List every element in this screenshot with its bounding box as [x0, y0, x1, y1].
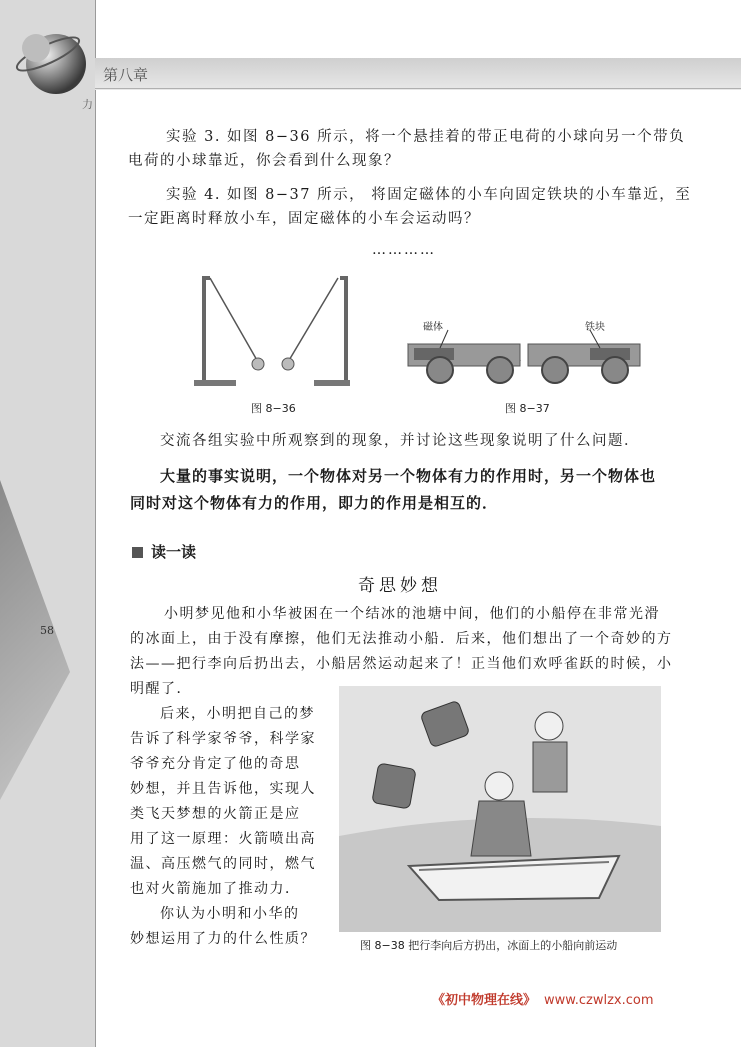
footer-url[interactable]: www.czwlzx.com: [544, 993, 654, 1008]
para2-line: 也对火箭施加了推动力．: [130, 881, 301, 897]
para3-line: 妙想运用了力的什么性质？: [130, 931, 316, 947]
square-bullet-icon: [132, 547, 143, 558]
discussion-text: 交流各组实验中所观察到的现象，并讨论这些现象说明了什么问题．: [160, 433, 640, 449]
fig-8-38-caption: 图 8−38 把行李向后方扔出，冰面上的小船向前运动: [360, 939, 618, 952]
section-heading: [132, 541, 196, 562]
section-label: 读一读: [151, 543, 197, 561]
header-band: [95, 58, 741, 90]
para3-line: 你认为小明和小华的: [160, 906, 300, 922]
para2-line: 后来，小明把自己的梦: [160, 706, 315, 722]
exp3-line1: 实验 3. 如图 8−36 所示，将一个悬挂着的带正电荷的小球向另一个带负: [166, 129, 686, 145]
para2-line: 爷爷充分肯定了他的奇思: [130, 756, 301, 772]
subject-label: 力: [82, 98, 93, 111]
para1-line: 明醒了．: [130, 681, 192, 697]
illustration-boat-ice: [339, 686, 661, 932]
fig-8-37-caption: 图 8−37: [505, 402, 550, 415]
para1-line: 法——把行李向后扔出去，小船居然运动起来了！正当他们欢呼雀跃的时候，小: [130, 656, 673, 672]
planet-logo: [10, 18, 90, 98]
exp3-line2: 电荷的小球靠近，你会看到什么现象？: [128, 153, 400, 169]
para1-line: 的冰面上，由于没有摩擦，他们无法推动小船．后来，他们想出了一个奇妙的方: [130, 631, 673, 647]
para2-line: 用了这一原理：火箭喷出高: [130, 831, 316, 847]
figure-8-36: [190, 270, 350, 395]
label-magnet: 磁体: [423, 322, 443, 333]
label-iron: 铁块: [585, 322, 605, 333]
exp4-line2: 一定距离时释放小车，固定磁体的小车会运动吗？: [128, 211, 480, 227]
fig-8-36-caption: 图 8−36: [251, 402, 296, 415]
para1-line: 小明梦见他和小华被困在一个结冰的池塘中间，他们的小船停在非常光滑: [164, 606, 660, 622]
conclusion: [130, 463, 690, 517]
para2-line: 告诉了科学家爷爷，科学家: [130, 731, 316, 747]
para2-line: 温、高压燃气的同时，燃气: [130, 856, 316, 872]
para2-line: 类飞天梦想的火箭正是应: [130, 806, 301, 822]
footer-watermark: [432, 989, 653, 1008]
conclusion-line2: 同时对这个物体有力的作用，即力的作用是相互的．: [130, 494, 499, 512]
header-divider: [95, 88, 741, 89]
ellipsis: …………: [372, 242, 436, 258]
reading-title: 奇思妙想: [358, 576, 442, 596]
conclusion-line1: 大量的事实说明，一个物体对另一个物体有力的作用时，另一个物体也: [160, 467, 657, 485]
page-number: 58: [40, 624, 54, 637]
para2-line: 妙想，并且告诉他，实现人: [130, 781, 316, 797]
exp4-line1: 实验 4. 如图 8−37 所示， 将固定磁体的小车向固定铁块的小车靠近，至: [166, 187, 692, 203]
margin-line: [95, 0, 96, 1047]
footer-brand: 《初中物理在线》: [432, 993, 537, 1008]
chapter-title: 第八章: [103, 66, 149, 84]
